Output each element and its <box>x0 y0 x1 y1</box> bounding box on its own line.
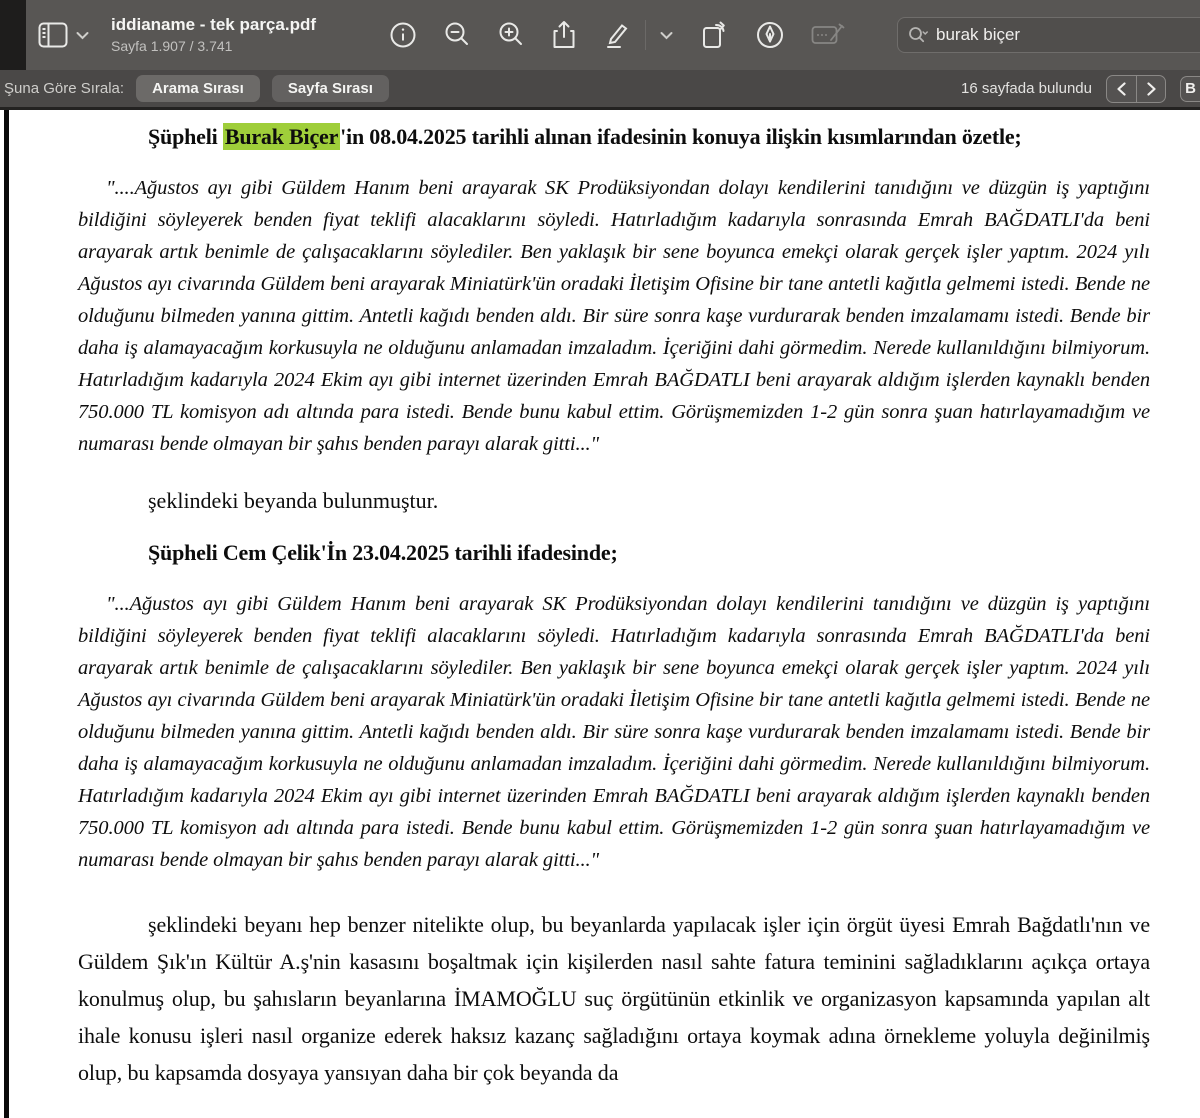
search-highlight: Burak Biçer <box>224 124 339 149</box>
testimony-quote-2: "...Ağustos ayı gibi Güldem Hanım beni arayarak SK Prodüksiyondan dolayı kendilerini tanıdığını ve düzgün iş yaptığını bildiğini söyleyerek benden fiyat teklifi alacaklarını söyledi. Hatırladığım kadarıyla sonrasında Emrah BAĞDATLI'da beni arayarak artık benimle de çalışacaklarını söylediler. Ben yaklaşık bir sene boyunca emekçi olarak gerçek işler yaptım. 2024 yılı Ağustos ayı civarında Güldem beni arayarak Miniatürk'ün oradaki İletişim Ofisine bir tane antetli kağıtla gelmemi istedi. Bende ne olduğunu bilmeden yanına gittim. Antetli kağıdı benden aldı. Bir süre sonra kaşe vurdurarak benden imzalamamı istedi. Bende bir daha iş alamayacağım korkusuyla ne olduğunu anlamadan imzaladım. İçeriğini dahi görmedim. Nerede kullanıldığını bilmiyorum. Hatırladığım kadarıyla 2024 Ekim ayı gibi internet üzerinden Emrah BAĞDATLI beni arayarak aldığım işlerden kaynaklı benden 750.000 TL komisyon adı altında para istedi. Bende bunu kabul ettim. Görüşmemizden 1-2 gün sonra şuan hatırlayamadığım ve numarası bende olmayan bir şahıs benden parayı alarak gitti..." <box>78 593 1150 871</box>
markup-chevron-button[interactable] <box>660 31 673 40</box>
suspect-heading-2: Şüpheli Cem Çelik'İn 23.04.2025 tarihli ifadesinde; <box>148 540 618 565</box>
search-input[interactable] <box>934 24 1164 46</box>
zoom-in-button[interactable] <box>497 21 525 49</box>
search-field[interactable] <box>897 17 1200 53</box>
toolbar-divider <box>645 20 646 50</box>
sidebar-toggle-button[interactable] <box>38 22 89 48</box>
testimony-quote-1: "....Ağustos ayı gibi Güldem Hanım beni arayarak SK Prodüksiyondan dolayı kendilerini tanıdığını ve düzgün iş yaptığını bildiğini söyleyerek benden fiyat teklifi alacaklarını söyledi. Hatırladığım kadarıyla sonrasında Emrah BAĞDATLI'da beni arayarak artık benimle de çalışacaklarını söylediler. Ben yaklaşık bir sene boyunca emekçi olarak gerçek işler yaptım. 2024 yılı Ağustos ayı civarında Güldem beni arayarak Miniatürk'ün oradaki İletişim Ofisine bir tane antetli kağıtla gelmemi istedi. Bende ne olduğunu bilmeden yanına gittim. Antetli kağıdı benden aldı. Bir süre sonra kaşe vurdurarak benden imzalamamı istedi. Bende bir daha iş alamayacağım korkusuyla ne olduğunu anlamadan imzaladım. İçeriğini dahi görmedim. Nerede kullanıldığını bilmiyorum. Hatırladığım kadarıyla 2024 Ekim ayı gibi internet üzerinden Emrah BAĞDATLI beni arayarak aldığım işlerden kaynaklı benden 750.000 TL komisyon adı altında para istedi. Bende bunu kabul ettim. Görüşmemizden 1-2 gün sonra şuan hatırlayamadığım ve numarası bende olmayan bir şahıs benden parayı alarak gitti..." <box>78 177 1150 455</box>
info-button[interactable] <box>389 21 417 49</box>
next-result-button[interactable] <box>1136 76 1165 102</box>
rotate-page-button[interactable] <box>699 20 729 50</box>
document-title-block <box>111 15 361 54</box>
document-title: iddianame - tek parça.pdf <box>111 15 316 35</box>
previous-result-button[interactable] <box>1107 76 1136 102</box>
done-button-clipped[interactable]: B <box>1180 76 1200 102</box>
scanned-page-border <box>4 110 9 1118</box>
form-fill-button <box>811 22 845 48</box>
zoom-out-button[interactable] <box>443 21 471 49</box>
search-icon <box>908 26 928 44</box>
sort-search-order-button[interactable]: Arama Sırası <box>136 75 260 102</box>
sort-by-label: Şuna Göre Sırala: <box>4 80 125 97</box>
markup-pencil-button[interactable] <box>603 21 631 49</box>
toolbar <box>0 0 1200 70</box>
sidebar-panel-icon <box>38 22 68 48</box>
window-edge-strip <box>0 0 26 70</box>
closing-paragraph: şeklindeki beyanı hep benzer nitelikte olup, bu beyanlarda yapılacak işler için örgüt üyesi Emrah Bağdatlı'nın ve Güldem Şık'ın Kültür A.ş'nin kasasını boşaltmak için kişilerden nasıl sahte fatura teminini sağladıklarını açıkça ortaya konulmuş olup, bu şahısların beyanlarına İMAMOĞLU suç örgütünün etkinlik ve organizasyon kapsamında yapılan alt ihale konusu işleri nasıl organize ederek haksız kazanç sağladığını ortaya koymak adına örnekleme yoluyla değinilmiş olup, bu kapsamda dosyaya yansıyan daha bir çok beyanda da <box>78 912 1150 1085</box>
toolbar-tools <box>389 17 1200 53</box>
share-button[interactable] <box>551 20 577 50</box>
page-indicator: Sayfa 1.907 / 3.741 <box>111 37 233 54</box>
chevron-down-icon <box>76 31 89 40</box>
search-results-bar <box>0 70 1200 110</box>
pen-nib-circle-button[interactable] <box>755 20 785 50</box>
suspect-heading-1 <box>78 124 1150 150</box>
sort-page-order-button[interactable]: Sayfa Sırası <box>272 75 389 102</box>
pdf-page-content <box>78 110 1150 1091</box>
results-count-text: 16 sayfada bulundu <box>961 80 1092 97</box>
pdf-page <box>0 110 1200 1118</box>
heading1-suffix: 'in 08.04.2025 tarihli alınan ifadesinin konuya ilişkin kısımlarından özetle; <box>340 124 1022 149</box>
statement-line: şeklindeki beyanda bulunmuştur. <box>148 488 439 513</box>
heading1-prefix: Şüpheli <box>148 124 223 149</box>
result-nav-group <box>1106 75 1166 103</box>
